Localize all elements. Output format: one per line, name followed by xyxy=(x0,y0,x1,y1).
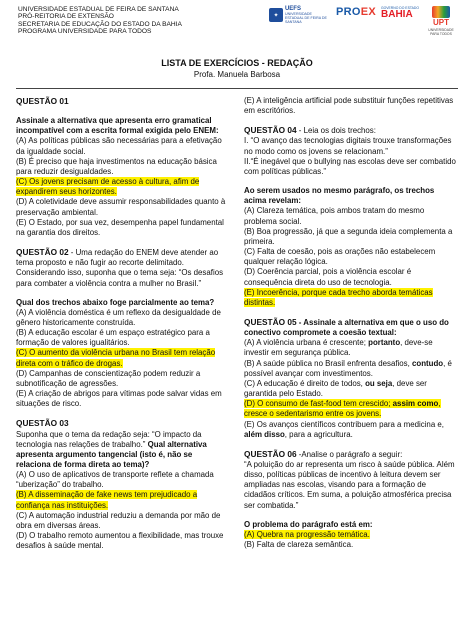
question-1-option-d: (D) A coletividade deve assumir responsabilidades quanto à preservação ambiental. xyxy=(16,197,226,217)
question-4-label: QUESTÃO 04 xyxy=(244,125,297,136)
question-4-excerpt-1: I. “O avanço das tecnologias digitais trouxe transformações no modo como os jovens se relacionam.” xyxy=(244,136,452,156)
answer-highlight: (A) Quebra na progressão temática. xyxy=(244,529,370,539)
question-1-option-a: (A) As políticas públicas são necessárias para a efetivação da igualdade social. xyxy=(16,136,222,156)
question-1-option-e: (E) O Estado, por sua vez, desempenha papel fundamental na garantia dos direitos. xyxy=(16,217,224,237)
question-2-option-d: (D) Campanhas de conscientização podem reduzir a subnotificação de agressões. xyxy=(16,368,201,388)
question-4-option-a: (A) Clareza temática, pois ambos tratam do mesmo problema social. xyxy=(244,206,425,226)
uefs-logo-name: UEFS xyxy=(284,6,301,12)
question-6-intro-text: -Analise o parágrafo a seguir: xyxy=(296,449,403,459)
institution-block xyxy=(18,6,182,35)
uefs-logo xyxy=(269,6,331,24)
question-6-intro xyxy=(244,449,456,460)
question-2-intro-text: - Uma redação do ENEM deve atender ao tema proposto e não fugir ao recorte delimitado. Considerando isso, suponha que o tema seja: “Os desafios para combater a violência contra a mulher no Brasil.” xyxy=(16,248,224,288)
question-3-option-e: (E) A inteligência artificial pode substituir funções repetitivas em escritórios. xyxy=(244,96,454,116)
question-3-intro-text: Suponha que o tema da redação seja: “O impacto da tecnologia nas relações de trabalho.” xyxy=(16,429,202,449)
document-title: LISTA DE EXERCÍCIOS - REDAÇÃO xyxy=(161,58,313,68)
upt-emblem-icon xyxy=(432,6,450,18)
answer-highlight: (D) O consumo de fast-food tem crescido; assim como, cresce o sedentarismo entre os jovens. xyxy=(244,399,441,419)
question-2-option-e: (E) A criação de abrigos para vítimas pode salvar vidas em situações de risco. xyxy=(16,389,222,409)
question-5-stem-text: - Assinale a alternativa em que o uso do conectivo compromete a coesão textual: xyxy=(244,317,449,338)
question-5-option-c: (C) A educação é direito de todos, ou seja, deve ser garantida pelo Estado. xyxy=(244,378,427,399)
question-3-option-a: (A) O uso de aplicativos de transporte reflete a chamada “uberização” do trabalho. xyxy=(16,470,214,490)
question-5-option-e: (E) Os avanços científicos contribuem para a medicina e, além disso, para a agricultura. xyxy=(244,419,444,439)
question-2-option-b: (B) A educação escolar é um espaço estratégico para a formação de valores igualitários. xyxy=(16,328,210,348)
question-4-option-e xyxy=(244,288,456,308)
institution-line: PROGRAMA UNIVERSIDADE PARA TODOS xyxy=(18,27,152,35)
question-2-intro xyxy=(16,247,228,289)
answer-highlight: (B) A disseminação de fake news tem prejudicado a confiança nas instituições. xyxy=(16,490,198,510)
question-4-option-d: (D) Coerência parcial, pois a violência escolar é consequência direta do uso de tecnologia. xyxy=(244,267,412,287)
proex-logo xyxy=(336,6,376,18)
question-3-option-b xyxy=(16,490,228,510)
question-5-option-d xyxy=(244,399,456,419)
question-6-paragraph: “A poluição do ar representa um risco à saúde pública. Além disso, políticas públicas de incentivo à leitura devem ser ampliadas nas escolas, visando para a formação de cidadãos críticos. Em suma, a poluição atmosférica precisa ser combatida.” xyxy=(244,460,455,510)
header-divider xyxy=(16,88,458,89)
question-3-stem: Qual alternativa apresenta argumento tangencial (isto é, não se relaciona de forma direta ao tema)? xyxy=(16,439,207,469)
question-1-option-c xyxy=(16,177,228,197)
question-2-option-a: (A) A violência doméstica é um reflexo da desigualdade de gênero historicamente construída. xyxy=(16,307,221,327)
question-6-label: QUESTÃO 06 xyxy=(244,448,297,459)
question-5-option-a: (A) A violência urbana é crescente; portanto, deve-se investir em segurança pública. xyxy=(244,338,433,358)
uefs-emblem-icon: ✦ xyxy=(269,8,283,22)
question-5-stem xyxy=(244,317,456,338)
question-6-option-a xyxy=(244,530,456,540)
question-4-option-c: (C) Falta de coesão, pois as orações não estabelecem qualquer relação lógica. xyxy=(244,247,436,267)
right-column xyxy=(244,96,456,550)
document-author: Profa. Manuela Barbosa xyxy=(193,70,281,79)
institution-line: PRÓ-REITORIA DE EXTENSÃO xyxy=(18,13,114,21)
question-3-option-d: (D) O trabalho remoto aumentou a flexibilidade, mas trouxe desafios à saúde mental. xyxy=(16,531,224,551)
question-5-label: QUESTÃO 05 xyxy=(244,316,297,327)
upt-logo xyxy=(424,6,458,36)
proex-logo-text: PRO xyxy=(335,6,361,18)
answer-highlight: (E) Incoerência, porque cada trecho aborda temáticas distintas. xyxy=(244,287,433,307)
question-3-label: QUESTÃO 03 xyxy=(16,418,69,429)
institution-line: SECRETARIA DE EDUCAÇÃO DO ESTADO DA BAHIA xyxy=(18,20,182,28)
question-5-option-b: (B) A saúde pública no Brasil enfrenta desafios, contudo, é possível avançar com investimentos. xyxy=(244,358,452,378)
upt-logo-name: UPT xyxy=(433,18,449,27)
upt-logo-subtitle: UNIVERSIDADE PARA TODOS xyxy=(428,28,454,36)
question-2-option-c xyxy=(16,348,228,368)
question-4-intro xyxy=(244,125,456,136)
document-header xyxy=(18,6,458,44)
answer-highlight: (C) O aumento da violência urbana no Brasil tem relação direta com o tráfico de drogas. xyxy=(16,348,216,368)
uefs-logo-subtitle: UNIVERSIDADE ESTADUAL DE FEIRA DE SANTANA xyxy=(284,12,327,24)
logo-strip xyxy=(269,6,458,36)
left-column xyxy=(16,96,228,551)
question-1-option-b: (B) É preciso que haja investimentos na educação básica para reduzir desigualdades. xyxy=(16,156,217,176)
question-1-label: QUESTÃO 01 xyxy=(16,96,69,106)
question-2-label: QUESTÃO 02 xyxy=(16,247,69,258)
question-3-intro xyxy=(16,430,228,471)
question-6-stem: O problema do parágrafo está em: xyxy=(244,519,373,529)
question-4-intro-text: - Leia os dois trechos: xyxy=(296,126,376,136)
proex-logo-accent: EX xyxy=(360,6,376,18)
bahia-logo-name: BAHIA xyxy=(381,9,413,20)
bahia-logo-subtitle: GOVERNO DO ESTADO xyxy=(381,6,419,10)
question-6-option-b: (B) Falta de clareza semântica. xyxy=(244,540,354,550)
question-4-option-b: (B) Boa progressão, já que a segunda ideia complementa a primeira. xyxy=(244,226,453,246)
institution-line: UNIVERSIDADE ESTADUAL DE FEIRA DE SANTANA xyxy=(18,6,179,13)
question-2-stem: Qual dos trechos abaixo foge parcialmente ao tema? xyxy=(16,297,215,307)
answer-highlight: (C) Os jovens precisam de acesso à cultura, afim de expandirem seus horizontes. xyxy=(16,177,200,197)
question-3-option-c: (C) A automação industrial reduziu a demanda por mão de obra em diversas áreas. xyxy=(16,510,221,530)
question-4-excerpt-2: II.“É inegável que o bullying nas escolas deve ser combatido com políticas públicas.” xyxy=(244,156,456,176)
bahia-logo xyxy=(381,6,419,19)
question-4-stem: Ao serem usados no mesmo parágrafo, os trechos acima revelam: xyxy=(244,186,435,206)
question-1-stem: Assinale a alternativa que apresenta erro gramatical incompatível com a escrita formal exigida pelo ENEM: xyxy=(16,116,219,136)
